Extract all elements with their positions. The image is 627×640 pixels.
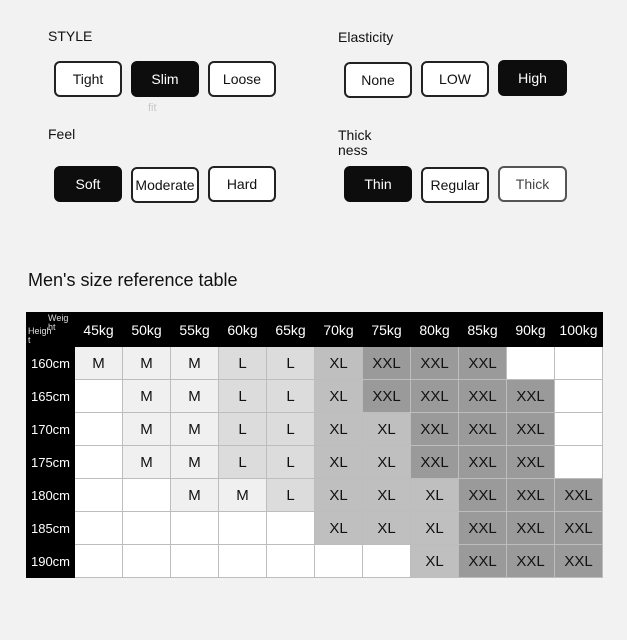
weight-header: 70kg [315, 313, 363, 347]
size-cell: M [123, 380, 171, 413]
feel-option-hard[interactable]: Hard [208, 166, 276, 202]
height-header: 165cm [27, 380, 75, 413]
table-header-row [27, 313, 603, 347]
size-cell [75, 479, 123, 512]
elasticity-option-high[interactable]: High [498, 60, 567, 96]
table-row [27, 413, 603, 446]
corner-height-label: Heigh t [28, 326, 52, 345]
size-cell: M [219, 479, 267, 512]
weight-header: 80kg [411, 313, 459, 347]
table-corner-cell [27, 313, 75, 347]
size-cell: XL [315, 347, 363, 380]
size-cell: XXL [459, 413, 507, 446]
thickness-title-line1: Thick [338, 127, 372, 143]
size-cell: XL [363, 446, 411, 479]
size-cell: XXL [459, 512, 507, 545]
size-cell [555, 347, 603, 380]
feel-option-moderate[interactable]: Moderate [131, 167, 199, 203]
size-cell: L [219, 446, 267, 479]
size-cell: XL [315, 479, 363, 512]
size-cell: M [171, 479, 219, 512]
size-cell: XL [315, 380, 363, 413]
size-cell [171, 545, 219, 578]
size-cell: XXL [507, 479, 555, 512]
size-cell: XXL [459, 446, 507, 479]
weight-header: 50kg [123, 313, 171, 347]
style-title: STYLE [48, 28, 93, 44]
table-row [27, 380, 603, 413]
height-header: 190cm [27, 545, 75, 578]
size-cell: XXL [555, 512, 603, 545]
weight-header: 100kg [555, 313, 603, 347]
size-cell [75, 512, 123, 545]
size-table-title: Men's size reference table [28, 270, 238, 290]
size-cell: L [219, 380, 267, 413]
size-cell [363, 545, 411, 578]
size-cell [555, 413, 603, 446]
style-slim-hint: fit [148, 102, 157, 114]
size-cell: XXL [411, 347, 459, 380]
table-row [27, 545, 603, 578]
elasticity-option-low[interactable]: LOW [421, 61, 489, 97]
thickness-option-thick[interactable]: Thick [498, 166, 567, 202]
size-cell: XXL [507, 545, 555, 578]
size-cell: XXL [507, 413, 555, 446]
size-cell [171, 512, 219, 545]
size-cell: L [267, 380, 315, 413]
size-cell: XL [363, 413, 411, 446]
size-cell [555, 446, 603, 479]
size-cell [267, 545, 315, 578]
table-row [27, 347, 603, 380]
size-cell [267, 512, 315, 545]
size-cell: M [171, 347, 219, 380]
corner-weight-label: Weig ht [48, 313, 69, 332]
size-cell: XXL [411, 413, 459, 446]
size-cell: M [123, 347, 171, 380]
size-cell [507, 347, 555, 380]
style-option-loose[interactable]: Loose [208, 61, 276, 97]
height-header: 170cm [27, 413, 75, 446]
size-table [26, 312, 603, 578]
size-cell: M [171, 446, 219, 479]
size-cell: XL [315, 512, 363, 545]
size-cell: XXL [507, 446, 555, 479]
size-cell: L [267, 413, 315, 446]
thickness-option-regular[interactable]: Regular [421, 167, 489, 203]
size-cell: M [171, 413, 219, 446]
style-option-slim[interactable]: Slim [131, 61, 199, 97]
size-cell: XXL [555, 479, 603, 512]
size-cell: XXL [459, 380, 507, 413]
weight-header: 60kg [219, 313, 267, 347]
size-cell: XXL [411, 446, 459, 479]
size-cell: XXL [459, 347, 507, 380]
size-cell [123, 545, 171, 578]
size-cell: XXL [459, 479, 507, 512]
weight-header: 65kg [267, 313, 315, 347]
table-row [27, 446, 603, 479]
size-cell: M [171, 380, 219, 413]
height-header: 160cm [27, 347, 75, 380]
weight-header: 45kg [75, 313, 123, 347]
size-cell: L [219, 347, 267, 380]
size-cell: XXL [507, 380, 555, 413]
size-cell: M [123, 446, 171, 479]
size-cell [555, 380, 603, 413]
size-cell: XL [363, 479, 411, 512]
height-header: 185cm [27, 512, 75, 545]
elasticity-option-none[interactable]: None [344, 62, 412, 98]
size-cell [75, 545, 123, 578]
weight-header: 75kg [363, 313, 411, 347]
size-cell: XXL [411, 380, 459, 413]
size-cell: L [267, 446, 315, 479]
size-cell [75, 446, 123, 479]
weight-header: 85kg [459, 313, 507, 347]
table-row [27, 479, 603, 512]
size-cell: M [75, 347, 123, 380]
size-cell [75, 380, 123, 413]
size-cell [315, 545, 363, 578]
style-option-tight[interactable]: Tight [54, 61, 122, 97]
height-header: 175cm [27, 446, 75, 479]
size-cell: XXL [363, 347, 411, 380]
size-cell: L [267, 479, 315, 512]
size-cell: XL [411, 545, 459, 578]
size-cell [123, 512, 171, 545]
size-cell: XL [315, 446, 363, 479]
size-cell: XL [363, 512, 411, 545]
size-cell [219, 545, 267, 578]
elasticity-title: Elasticity [338, 29, 394, 45]
size-cell: XXL [459, 545, 507, 578]
thickness-option-thin[interactable]: Thin [344, 166, 412, 202]
size-cell [75, 413, 123, 446]
size-cell: XXL [363, 380, 411, 413]
size-cell: XL [315, 413, 363, 446]
size-cell: L [267, 347, 315, 380]
feel-option-soft[interactable]: Soft [54, 166, 122, 202]
thickness-title-line2: ness [338, 142, 368, 158]
size-cell [123, 479, 171, 512]
feel-title: Feel [48, 126, 76, 142]
weight-header: 55kg [171, 313, 219, 347]
size-cell: XL [411, 512, 459, 545]
height-header: 180cm [27, 479, 75, 512]
size-cell: XXL [555, 545, 603, 578]
size-cell: L [219, 413, 267, 446]
size-cell: M [123, 413, 171, 446]
table-row [27, 512, 603, 545]
weight-header: 90kg [507, 313, 555, 347]
size-cell: XXL [507, 512, 555, 545]
size-cell [219, 512, 267, 545]
size-cell: XL [411, 479, 459, 512]
